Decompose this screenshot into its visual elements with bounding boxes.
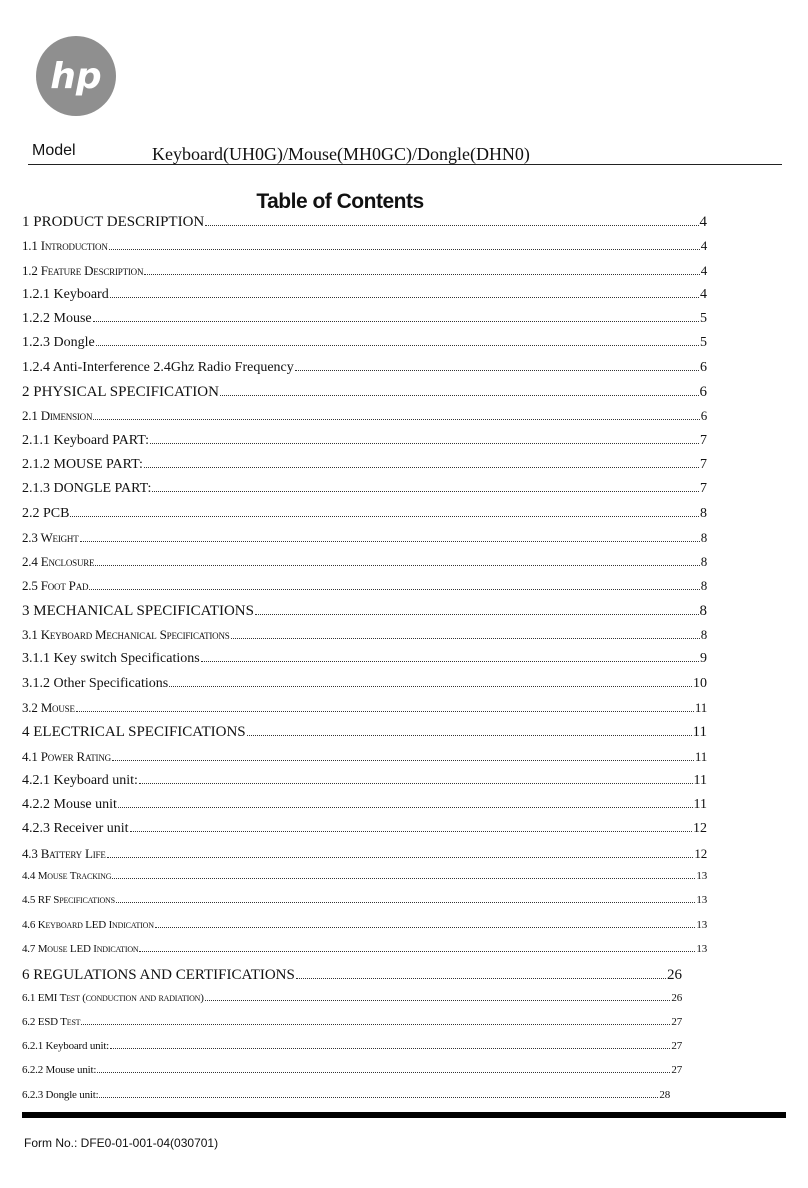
toc-entry[interactable]: 4.2.2 Mouse unit 11 <box>22 797 707 813</box>
toc-entry[interactable]: 6.2 ESD Test 27 <box>22 1015 682 1028</box>
toc-entry[interactable]: 4.4 Mouse Tracking 13 <box>22 870 707 883</box>
toc-entry[interactable]: 2.5 Foot Pad 8 <box>22 578 707 594</box>
toc-entry[interactable]: 1 PRODUCT DESCRIPTION 4 <box>22 214 707 230</box>
model-label: Model <box>32 142 76 159</box>
toc-entry[interactable]: 3.1.2 Other Specifications 10 <box>22 675 707 691</box>
toc-entry[interactable]: 2.1.2 MOUSE PART: 7 <box>22 456 707 472</box>
toc-entry[interactable]: 4.1 Power Rating 11 <box>22 748 707 764</box>
toc-entry[interactable]: 6 REGULATIONS AND CERTIFICATIONS 26 <box>22 967 682 984</box>
toc-entry[interactable]: 3.1.1 Key switch Specifications 9 <box>22 651 707 667</box>
toc-entry[interactable]: 4 ELECTRICAL SPECIFICATIONS 11 <box>22 724 707 741</box>
toc-entry[interactable]: 4.3 Battery Life 12 <box>22 845 707 861</box>
hp-logo-icon <box>36 36 116 116</box>
toc-entry[interactable]: 2.4 Enclosure 8 <box>22 554 707 570</box>
model-value: Keyboard(UH0G)/Mouse(MH0GC)/Dongle(DHN0) <box>152 144 530 164</box>
model-row <box>28 142 782 165</box>
toc-entry[interactable]: 1.2.3 Dongle 5 <box>22 335 707 351</box>
hp-logo-text: hp <box>50 56 102 97</box>
toc-title: Table of Contents <box>256 190 424 213</box>
bottom-rule <box>22 1112 786 1118</box>
table-of-contents <box>22 214 707 1113</box>
toc-entry[interactable]: 3.2 Mouse 11 <box>22 699 707 715</box>
toc-entry[interactable]: 3.1 Keyboard Mechanical Specifications 8 <box>22 627 707 643</box>
toc-entry[interactable]: 6.1 EMI Test (conduction and radiation) 26 <box>22 991 682 1004</box>
form-number: Form No.: DFE0-01-001-04(030701) <box>24 1136 219 1150</box>
toc-entry[interactable]: 6.2.3 Dongle unit: 28 <box>22 1088 670 1101</box>
toc-entry[interactable]: 1.2.1 Keyboard 4 <box>22 286 707 302</box>
toc-entry[interactable]: 4.2.3 Receiver unit 12 <box>22 821 707 837</box>
toc-entry[interactable]: 6.2.1 Keyboard unit: 27 <box>22 1040 682 1053</box>
toc-entry[interactable]: 1.1 Introduction 4 <box>22 238 707 254</box>
toc-entry[interactable]: 4.6 Keyboard LED Indication 13 <box>22 918 707 931</box>
toc-entry[interactable]: 2 PHYSICAL SPECIFICATION 6 <box>22 384 707 401</box>
toc-entry[interactable]: 1.2.2 Mouse 5 <box>22 311 707 327</box>
toc-entry[interactable]: 1.2.4 Anti-Interference 2.4Ghz Radio Frequency 6 <box>22 359 707 375</box>
toc-entry[interactable]: 2.1.3 DONGLE PART: 7 <box>22 481 707 497</box>
toc-entry[interactable]: 2.2 PCB 8 <box>22 505 707 521</box>
toc-entry[interactable]: 3 MECHANICAL SPECIFICATIONS 8 <box>22 602 707 619</box>
toc-entry[interactable]: 2.1.1 Keyboard PART: 7 <box>22 432 707 448</box>
toc-entry[interactable]: 1.2 Feature Description 4 <box>22 262 707 278</box>
toc-entry[interactable]: 6.2.2 Mouse unit: 27 <box>22 1064 682 1077</box>
toc-entry[interactable]: 4.2.1 Keyboard unit: 11 <box>22 772 707 788</box>
toc-entry[interactable]: 4.5 RF Specifications 13 <box>22 894 707 907</box>
toc-entry[interactable]: 4.7 Mouse LED Indication 13 <box>22 942 707 955</box>
toc-entry[interactable]: 2.3 Weight 8 <box>22 529 707 545</box>
toc-entry[interactable]: 2.1 Dimension 6 <box>22 408 707 424</box>
